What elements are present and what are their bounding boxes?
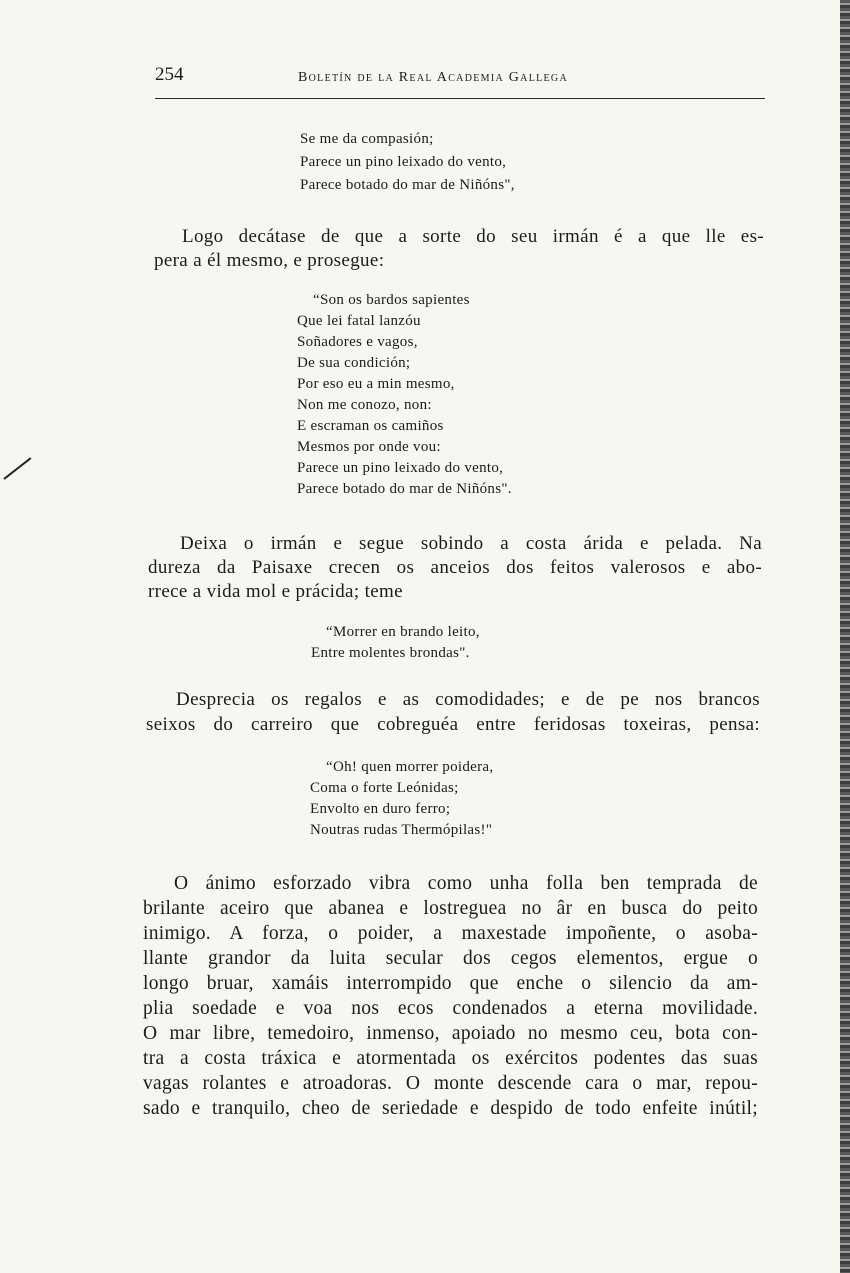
- verse-line: “Oh! quen morrer poidera,: [326, 759, 494, 775]
- verse-line: Parece un pino leixado do vento,: [300, 154, 507, 170]
- verse-line: Por eso eu a min mesmo,: [297, 376, 455, 392]
- paragraph-line: Deixa o irmán e segue sobindo a costa árida e pelada. Na: [180, 533, 762, 554]
- paragraph-line: pera a él mesmo, e prosegue:: [154, 250, 385, 271]
- paragraph-line: tra a costa tráxica e atormentada os exércitos podentes das suas: [143, 1048, 758, 1069]
- paragraph-line: brilante aceiro que abanea e lostreguea no âr en busca do peito: [143, 898, 758, 919]
- paragraph-line: vagas rolantes e atroadoras. O monte descende cara o mar, repou-: [143, 1073, 758, 1094]
- verse-line: Soñadores e vagos,: [297, 334, 418, 350]
- page-header: [155, 62, 765, 99]
- verse-line: Parece botado do mar de Niñóns",: [300, 177, 515, 193]
- verse-line: Se me da compasión;: [300, 131, 434, 147]
- verse-line: E escraman os camiños: [297, 418, 444, 434]
- page-number: 254: [155, 64, 184, 85]
- paragraph-line: Logo decátase de que a sorte do seu irmán é a que lle es-: [182, 226, 764, 247]
- verse-line: “Morrer en brando leito,: [326, 624, 480, 640]
- margin-pen-mark: [3, 457, 31, 480]
- verse-line: Mesmos por onde vou:: [297, 439, 441, 455]
- paragraph-line: Desprecia os regalos e as comodidades; e de pe nos brancos: [176, 689, 760, 710]
- paragraph-line: sado e tranquilo, cheo de seriedade e despido de todo enfeite inútil;: [143, 1098, 758, 1119]
- verse-line: Que lei fatal lanzóu: [297, 313, 421, 329]
- verse-line: Coma o forte Leónidas;: [310, 780, 459, 796]
- paragraph-line: llante grandor da luita secular dos cegos elementos, ergue o: [143, 948, 758, 969]
- paragraph-line: O ánimo esforzado vibra como unha folla ben temprada de: [174, 873, 758, 894]
- page-edge-shadow: [840, 0, 850, 1273]
- verse-line: Noutras rudas Thermópilas!": [310, 822, 493, 838]
- verse-line: Non me conozo, non:: [297, 397, 432, 413]
- verse-line: Entre molentes brondas".: [311, 645, 470, 661]
- paragraph-line: inimigo. A forza, o poider, a maxestade impoñente, o asoba-: [143, 923, 758, 944]
- verse-line: De sua condición;: [297, 355, 411, 371]
- paragraph-line: longo bruar, xamáis interrompido que enche o silencio da am-: [143, 973, 758, 994]
- verse-line: Envolto en duro ferro;: [310, 801, 451, 817]
- verse-line: Parece botado do mar de Niñóns".: [297, 481, 512, 497]
- running-title: Boletín de la Real Academia Gallega: [298, 70, 568, 85]
- verse-line: Parece un pino leixado do vento,: [297, 460, 504, 476]
- paragraph-line: O mar libre, temedoiro, inmenso, apoiado no mesmo ceu, bota con-: [143, 1023, 758, 1044]
- paragraph-line: dureza da Paisaxe crecen os anceios dos feitos valerosos e abo-: [148, 557, 762, 578]
- paragraph-line: plia soedade e voa nos ecos condenados a eterna movilidade.: [143, 998, 758, 1019]
- verse-line: “Son os bardos sapientes: [313, 292, 470, 308]
- paragraph-line: seixos do carreiro que cobreguéa entre feridosas toxeiras, pensa:: [146, 714, 760, 735]
- paragraph-line: rrece a vida mol e prácida; teme: [148, 581, 403, 602]
